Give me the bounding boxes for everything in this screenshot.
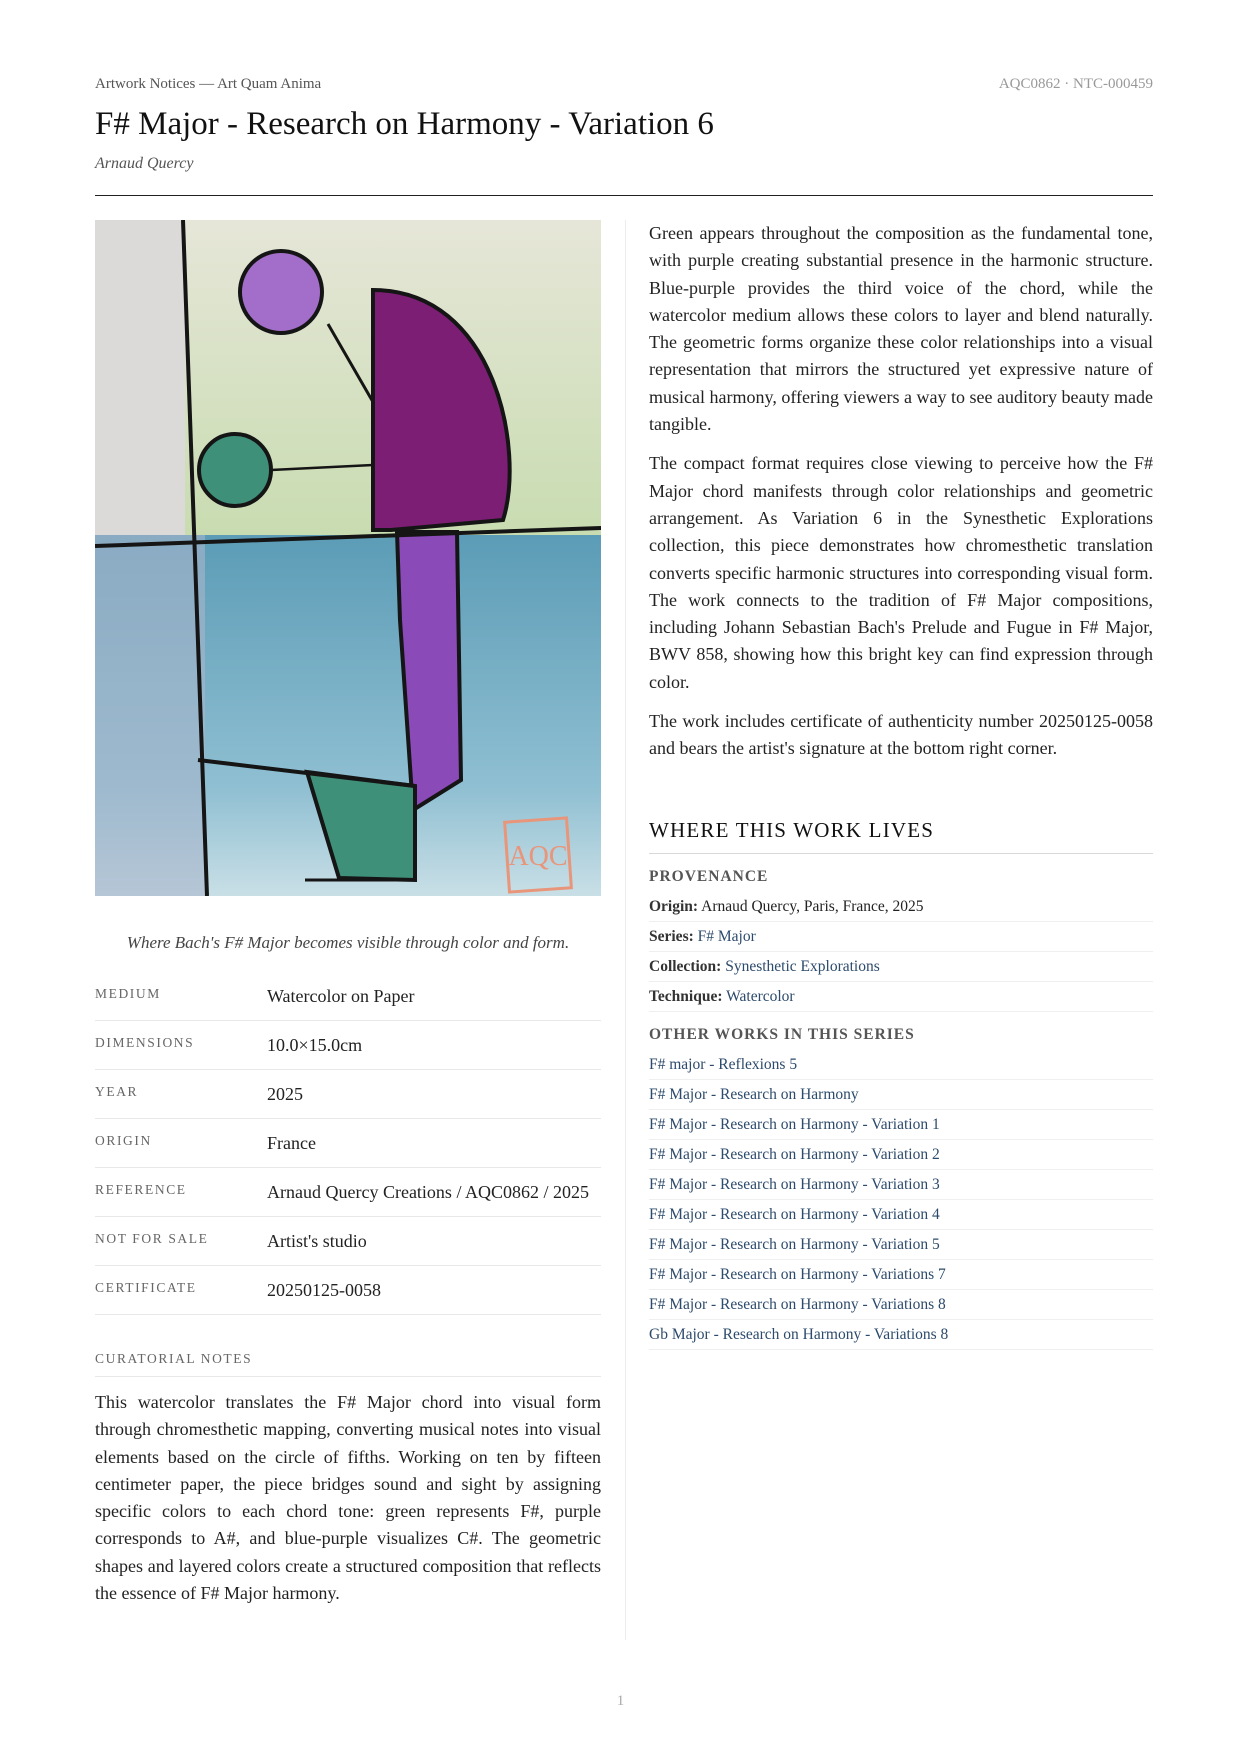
spec-label: CERTIFICATE	[95, 1280, 197, 1295]
provenance-collection	[649, 952, 1153, 982]
curatorial-notes-text: This watercolor translates the F# Major chord into visual form through chromesthetic mapping, converting musical notes into visual elements based on the circle of fifths. Working on ten by fifteen centimeter paper, the piece bridges sound and sight by assigning specific colors to each chord tone: green represents F#, purple corresponds to A#, and blue-purple visualizes C#. The geometric shapes and layered colors create a structured composition that reflects the essence of F# Major harmony.	[95, 1392, 601, 1604]
spec-value: Arnaud Quercy Creations / AQC0862 / 2025	[267, 1182, 589, 1202]
left-column	[95, 220, 601, 1607]
spec-row-year	[95, 1070, 601, 1119]
description-paragraph: The compact format requires close viewing to perceive how the F# Major chord manifests through color relationships and geometric arrangement. As Variation 6 in the Synesthetic Explorations collection, this piece demonstrates how chromesthetic translation converts specific harmonic structures into corresponding visual form. The work connects to the tradition of F# Major compositions, including Johann Sebastian Bach's Prelude and Fugue in F# Major, BWV 858, showing how this bright key can find expression through color.	[649, 453, 1153, 692]
spec-label: ORIGIN	[95, 1133, 152, 1148]
title-rule	[95, 195, 1153, 196]
series-link[interactable]: F# Major	[697, 927, 756, 945]
technique-label: Technique:	[649, 987, 723, 1005]
other-works-heading: OTHER WORKS IN THIS SERIES	[649, 1025, 915, 1043]
page-title: F# Major - Research on Harmony - Variation 6	[95, 106, 714, 142]
other-work-link[interactable]: F# Major - Research on Harmony - Variation 1	[649, 1110, 1153, 1140]
kicker: Artwork Notices — Art Quam Anima	[95, 76, 322, 92]
spec-label: DIMENSIONS	[95, 1035, 195, 1050]
other-work-link[interactable]: F# Major - Research on Harmony - Variation 2	[649, 1140, 1153, 1170]
right-column	[649, 220, 1153, 1350]
provenance-heading: PROVENANCE	[649, 867, 769, 885]
other-work-link[interactable]: F# Major - Research on Harmony - Variations 7	[649, 1260, 1153, 1290]
spec-row-dimensions	[95, 1021, 601, 1070]
provenance-technique	[649, 982, 1153, 1012]
spec-value: Watercolor on Paper	[267, 986, 415, 1006]
other-work-link[interactable]: F# Major - Research on Harmony - Variation 4	[649, 1200, 1153, 1230]
spec-row-origin	[95, 1119, 601, 1168]
spec-value: 10.0×15.0cm	[267, 1035, 363, 1055]
spec-row-certificate	[95, 1266, 601, 1315]
other-work-link[interactable]: F# Major - Research on Harmony - Variation 5	[649, 1230, 1153, 1260]
provenance-list	[649, 892, 1153, 1012]
collection-link[interactable]: Synesthetic Explorations	[725, 957, 880, 975]
spec-value: 20250125-0058	[267, 1280, 381, 1300]
technique-link[interactable]: Watercolor	[726, 987, 795, 1005]
origin-value: Arnaud Quercy, Paris, France, 2025	[701, 897, 924, 915]
provenance-series	[649, 922, 1153, 952]
spec-label: NOT FOR SALE	[95, 1231, 209, 1246]
description-paragraph: Green appears throughout the composition as the fundamental tone, with purple creating substantial presence in the harmonic structure. Blue-purple provides the third voice of the chord, while the watercolor medium allows these colors to layer and blend naturally. The geometric forms organize these color relationships into a visual representation that mirrors the structured yet expressive nature of musical harmony, offering viewers a way to see auditory beauty made tangible.	[649, 223, 1153, 435]
reference-code: AQC0862 · NTC-000459	[998, 76, 1153, 92]
spec-value: 2025	[267, 1084, 303, 1104]
artist-name: Arnaud Quercy	[95, 155, 194, 172]
spec-row-availability	[95, 1217, 601, 1266]
where-this-work-lives-heading: WHERE THIS WORK LIVES	[649, 818, 1153, 854]
spec-value: Artist's studio	[267, 1231, 367, 1251]
spec-label: MEDIUM	[95, 986, 161, 1001]
other-work-link[interactable]: F# major - Reflexions 5	[649, 1050, 1153, 1080]
spec-row-reference	[95, 1168, 601, 1217]
artwork-image	[95, 220, 601, 896]
other-work-link[interactable]: F# Major - Research on Harmony - Variation 3	[649, 1170, 1153, 1200]
curatorial-notes-heading: CURATORIAL NOTES	[95, 1351, 601, 1377]
column-divider	[625, 220, 626, 1640]
page-number: 1	[616, 1693, 625, 1709]
artwork-caption: Where Bach's F# Major becomes visible through color and form.	[126, 933, 570, 952]
collection-label: Collection:	[649, 957, 722, 975]
other-work-link[interactable]: F# Major - Research on Harmony - Variations 8	[649, 1290, 1153, 1320]
spec-label: YEAR	[95, 1084, 139, 1099]
other-work-link[interactable]: Gb Major - Research on Harmony - Variations 8	[649, 1320, 1153, 1350]
spec-label: REFERENCE	[95, 1182, 187, 1197]
origin-label: Origin:	[649, 897, 699, 915]
specs-table	[95, 972, 601, 1315]
spec-value: France	[267, 1133, 316, 1153]
svg-text:AQC: AQC	[508, 841, 568, 872]
description-paragraph: The work includes certificate of authenticity number 20250125-0058 and bears the artist's signature at the bottom right corner.	[649, 711, 1153, 759]
provenance-origin	[649, 892, 1153, 922]
other-works-list	[649, 1050, 1153, 1350]
header-line	[95, 76, 1153, 93]
document-page	[95, 0, 1153, 1754]
other-work-link[interactable]: F# Major - Research on Harmony	[649, 1080, 1153, 1110]
spec-row-medium	[95, 972, 601, 1021]
series-label: Series:	[649, 927, 694, 945]
